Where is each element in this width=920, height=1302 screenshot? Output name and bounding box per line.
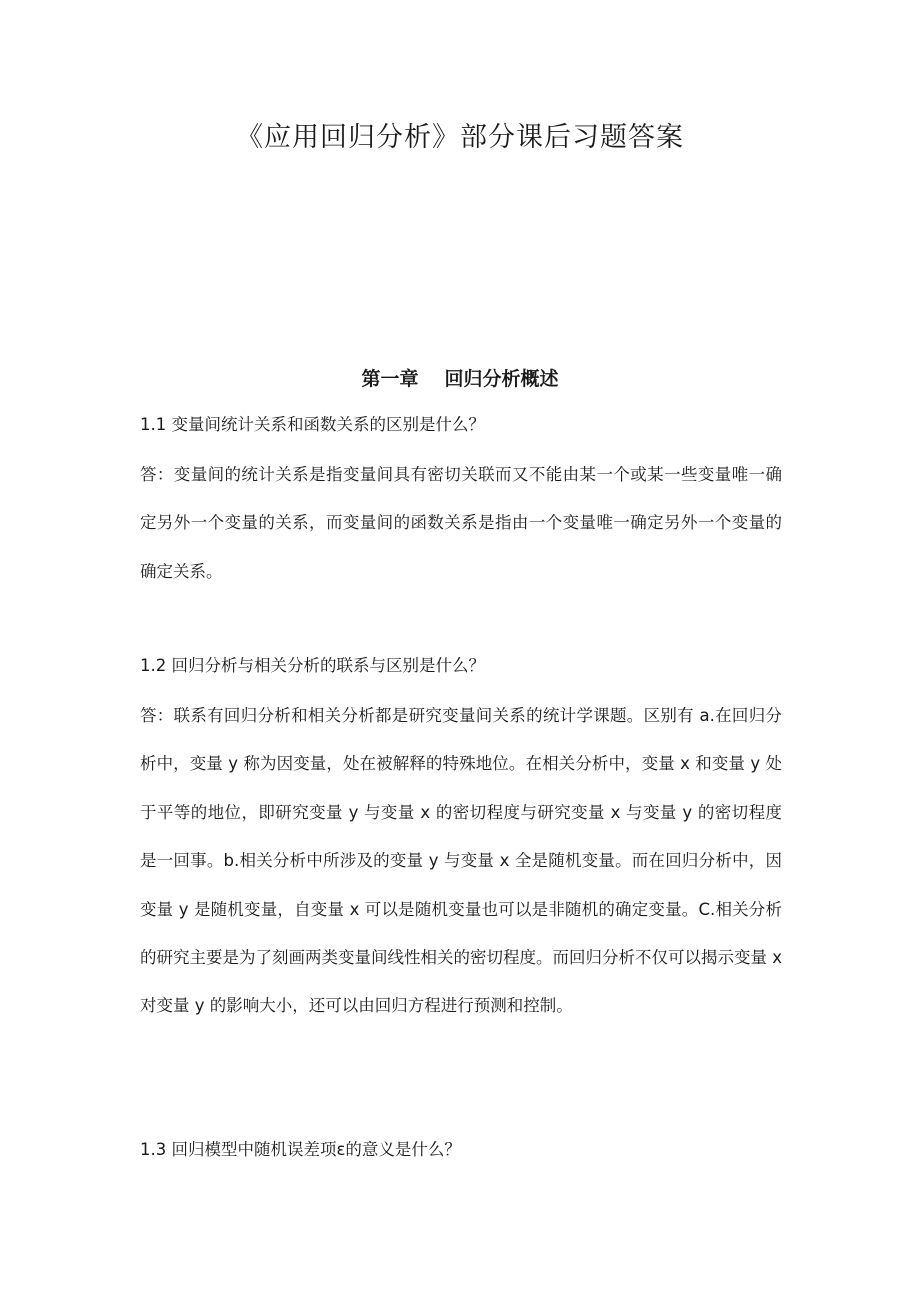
chapter-name: 回归分析概述 bbox=[444, 368, 559, 390]
answer-1-1: 答：变量间的统计关系是指变量间具有密切关联而又不能由某一个或某一些变量唯一确定另外一个变量的关系，而变量间的函数关系是指由一个变量唯一确定另外一个变量的确定关系。 bbox=[140, 465, 782, 581]
document-title: 《应用回归分析》部分课后习题答案 bbox=[236, 122, 684, 153]
question-1-3: 1.3 回归模型中随机误差项ε的意义是什么？ bbox=[140, 1140, 461, 1159]
chapter-label: 第一章 bbox=[361, 368, 419, 390]
question-1-2: 1.2 回归分析与相关分析的联系与区别是什么？ bbox=[140, 656, 485, 675]
chapter-heading bbox=[0, 362, 920, 396]
question-1-1: 1.1 变量间统计关系和函数关系的区别是什么？ bbox=[140, 415, 485, 434]
answer-1-2: 答：联系有回归分析和相关分析都是研究变量间关系的统计学课题。区别有 a.在回归分析中，变量 y 称为因变量，处在被解释的特殊地位。在相关分析中，变量 x 和变量 y 处于平等的地位，即研究变量 y 与变量 x 的密切程度与研究变量 x 与变量 y 的密切程度是一回事。b.相关分析中所涉及的变量 y 与变量 x 全是随机变量。而在回归分析中，因变量 y 是随机变量，自变量 x 可以是随机变量也可以是非随机的确定变量。C.相关分析的研究主要是为了刻画两类变量间线性相关的密切程度。而回归分析不仅可以揭示变量 x 对变量 y 的影响大小，还可以由回归方程进行预测和控制。 bbox=[140, 706, 783, 1016]
